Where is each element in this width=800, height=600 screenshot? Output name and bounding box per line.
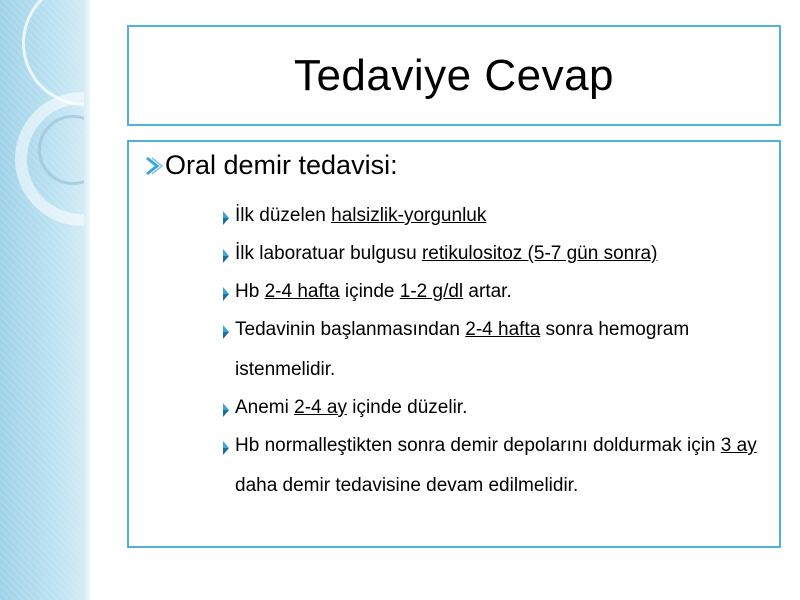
title-box <box>127 25 781 126</box>
bullet-icon <box>217 285 235 305</box>
list-item <box>217 434 777 506</box>
chevron-right-icon <box>143 154 165 178</box>
bullet-icon <box>217 209 235 229</box>
list-item <box>217 242 777 274</box>
underlined-text: 2-4 ay <box>294 397 347 418</box>
slide-title: Tedaviye Cevap <box>293 50 615 100</box>
text-segment: İlk düzelen <box>235 205 332 226</box>
text-segment: sonra hemogram istenmelidir. <box>235 319 690 380</box>
list-item <box>217 204 777 236</box>
underlined-text: 2-4 hafta <box>465 319 541 340</box>
side-edge <box>84 0 90 600</box>
text-segment: içinde düzelir. <box>346 397 468 418</box>
underlined-text: 3 ay <box>720 435 757 456</box>
bullet-list <box>217 204 777 506</box>
text-segment: daha demir tedavisine devam edilmelidir. <box>235 475 579 496</box>
list-item <box>217 396 777 428</box>
text-segment: Hb normalleştikten sonra demir depolarını doldurmak için <box>235 435 721 456</box>
underlined-text: halsizlik-yorgunluk <box>331 205 487 226</box>
list-item <box>217 318 777 390</box>
text-segment: İlk laboratuar bulgusu <box>235 243 422 264</box>
bullet-icon <box>217 323 235 343</box>
underlined-text: retikulositoz (5-7 gün sonra) <box>421 243 658 264</box>
underlined-text: 1-2 g/dl <box>399 281 464 302</box>
text-segment: Hb <box>235 281 265 302</box>
text-segment: Anemi <box>235 397 295 418</box>
text-segment: Tedavinin başlanmasından <box>235 319 466 340</box>
bullet-icon <box>217 401 235 421</box>
heading-row <box>143 150 398 181</box>
content-box <box>127 140 781 548</box>
heading-text: Oral demir tedavisi: <box>165 150 398 180</box>
bullet-icon <box>217 247 235 267</box>
side-decoration <box>0 0 90 600</box>
list-item <box>217 280 777 312</box>
underlined-text: 2-4 hafta <box>264 281 340 302</box>
bullet-icon <box>217 439 235 459</box>
text-segment: artar. <box>463 281 512 302</box>
text-segment: içinde <box>339 281 400 302</box>
